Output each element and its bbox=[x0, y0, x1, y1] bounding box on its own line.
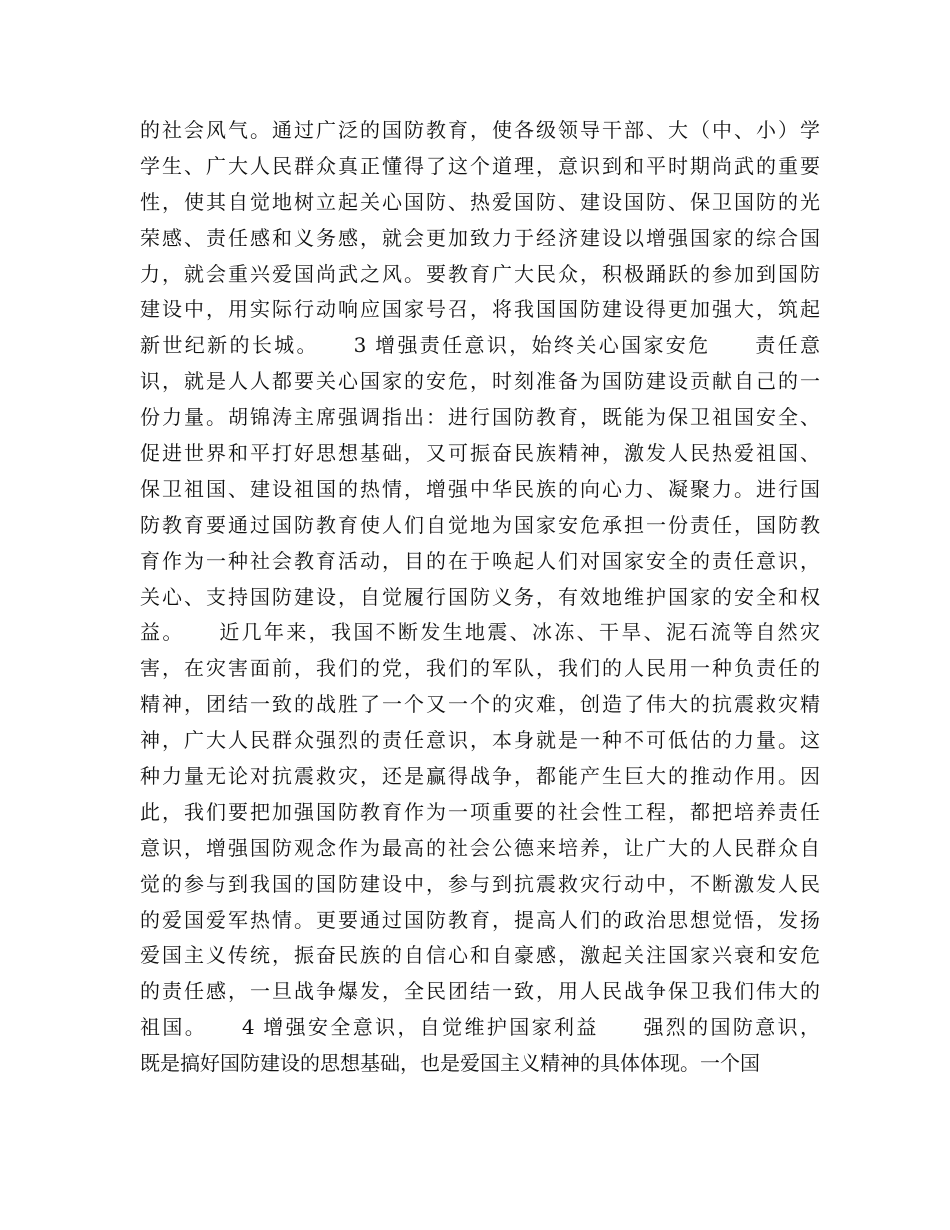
text-line-22: 觉的参与到我国的国防建设中，参与到抗震救灾行动中，不断激发人民 bbox=[140, 871, 820, 896]
text-line-9: 份力量。胡锦涛主席强调指出：进行国防教育，既能为保卫祖国安全、 bbox=[140, 405, 820, 430]
text-line-16: 害，在灾害面前，我们的党，我们的军队，我们的人民用一种负责任的 bbox=[140, 656, 820, 681]
text-line-24: 爱国主义传统，振奋民族的自信心和自豪感，激起关注国家兴衰和安危 bbox=[140, 943, 820, 968]
text-line-19: 种力量无论对抗震救灾，还是赢得战争，都能产生巨大的推动作用。因 bbox=[140, 764, 820, 789]
text-line-20: 此，我们要把加强国防教育作为一项重要的社会性工程，都把培养责任 bbox=[140, 799, 820, 824]
text-line-25: 的责任感，一旦战争爆发，全民团结一致，用人民战争保卫我们伟大的 bbox=[140, 979, 820, 1004]
text-line-1: 的社会风气。通过广泛的国防教育，使各级领导干部、大（中、小）学 bbox=[140, 118, 820, 142]
text-line-27: 既是搞好国防建设的思想基础，也是爱国主义精神的具体体现。一个国 bbox=[140, 1051, 760, 1076]
text-line-8: 识，就是人人都要关心国家的安危，时刻准备为国防建设贡献自己的一 bbox=[140, 369, 820, 394]
text-line-14: 关心、支持国防建设，自觉履行国防义务，有效地维护国家的安全和权 bbox=[140, 584, 820, 609]
text-line-26: 祖国。 4 增强安全意识，自觉维护国家利益 强烈的国防意识， bbox=[140, 1015, 820, 1040]
text-line-2: 学生、广大人民群众真正懂得了这个道理，意识到和平时期尚武的重要 bbox=[140, 153, 820, 178]
text-line-21: 意识，增强国防观念作为最高的社会公德来培养，让广大的人民群众自 bbox=[140, 835, 820, 860]
body-text bbox=[140, 113, 820, 1082]
text-line-13: 育作为一种社会教育活动，目的在于唤起人们对国家安全的责任意识， bbox=[140, 548, 820, 573]
text-line-17: 精神，团结一致的战胜了一个又一个的灾难，创造了伟大的抗震救灾精 bbox=[140, 692, 820, 717]
text-line-7: 新世纪新的长城。 3 增强责任意识，始终关心国家安危 责任意 bbox=[140, 333, 820, 358]
text-line-5: 力，就会重兴爱国尚武之风。要教育广大民众，积极踊跃的参加到国防 bbox=[140, 261, 820, 286]
text-line-11: 保卫祖国、建设祖国的热情，增强中华民族的向心力、凝聚力。进行国 bbox=[140, 476, 820, 501]
text-line-15: 益。 近几年来，我国不断发生地震、冰冻、干旱、泥石流等自然灾 bbox=[140, 620, 820, 645]
text-line-10: 促进世界和平打好思想基础，又可振奋民族精神，激发人民热爱祖国、 bbox=[140, 441, 820, 466]
text-line-23: 的爱国爱军热情。更要通过国防教育，提高人们的政治思想觉悟，发扬 bbox=[140, 907, 820, 932]
text-line-4: 荣感、责任感和义务感，就会更加致力于经济建设以增强国家的综合国 bbox=[140, 225, 820, 250]
text-line-3: 性，使其自觉地树立起关心国防、热爱国防、建设国防、保卫国防的光 bbox=[140, 189, 820, 214]
text-line-12: 防教育要通过国防教育使人们自觉地为国家安危承担一份责任，国防教 bbox=[140, 512, 820, 537]
text-line-6: 建设中，用实际行动响应国家号召，将我国国防建设得更加强大，筑起 bbox=[140, 297, 820, 322]
text-line-18: 神，广大人民群众强烈的责任意识，本身就是一种不可低估的力量。这 bbox=[140, 728, 820, 753]
